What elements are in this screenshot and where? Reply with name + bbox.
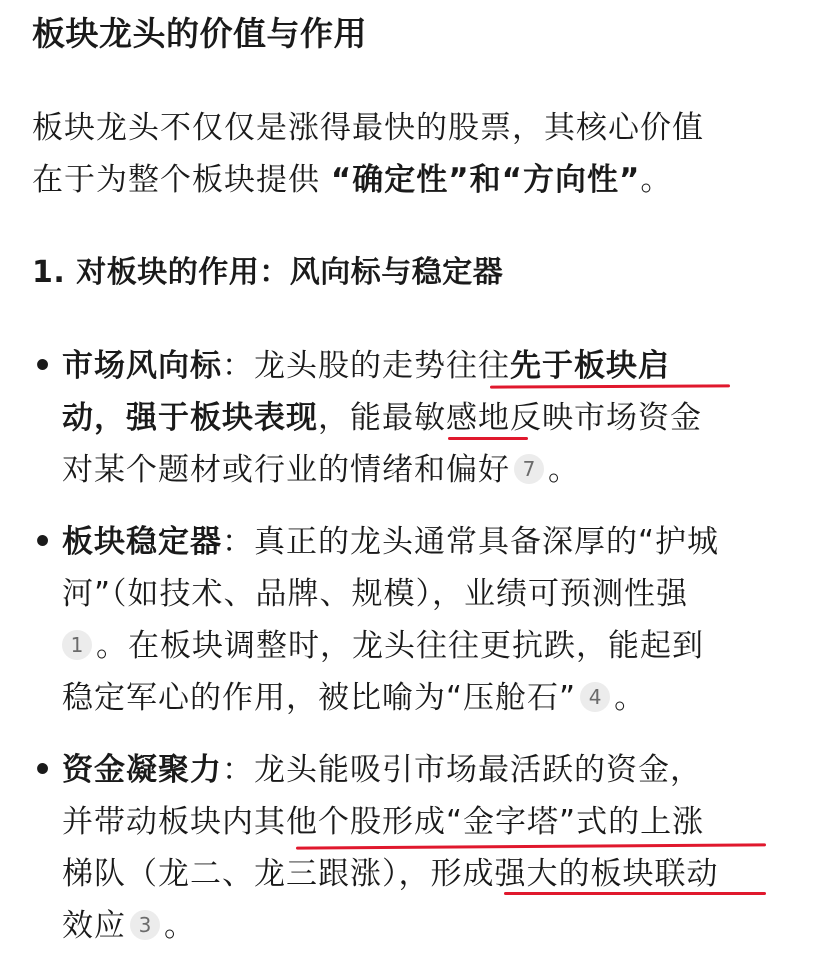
bullet-text-span: 。 <box>548 452 580 488</box>
bullet-text-span: ：龙头能吸引市场最活跃的资金， <box>222 752 702 788</box>
citation-badge[interactable]: 3 <box>130 910 160 940</box>
intro-end: 。 <box>640 162 673 198</box>
bullet-dot: • <box>32 348 54 384</box>
bullet-line <box>62 796 792 848</box>
bullet-term: 市场风向标 <box>62 348 222 384</box>
bullet-line <box>62 568 792 620</box>
bullet-line <box>62 516 792 568</box>
intro-bold-certainty: “确定性” <box>330 162 470 198</box>
bullet-line <box>62 392 792 444</box>
bullet-text-span: 对某个题材或行业的情绪和偏好 <box>62 452 510 488</box>
bullet-text <box>62 516 792 724</box>
bullet-text-span: 。 <box>614 680 647 716</box>
bullet-text-span: ：真正的龙头通常具备深厚的“护城 <box>222 524 720 560</box>
red-underline-4 <box>504 892 766 895</box>
bullet-text-span: ，能最敏感地反映市场资金 <box>318 400 702 436</box>
intro-and: 和 <box>469 162 502 198</box>
section-heading: 板块龙头的价值与作用 <box>32 14 367 53</box>
citation-badge[interactable]: 1 <box>62 630 92 660</box>
bullet-line <box>62 744 792 796</box>
bullet-text-span: 稳定军心的作用，被比喻为“压舱石” <box>62 680 577 716</box>
bullet-term: 板块稳定器 <box>62 524 222 560</box>
bullet-item-1 <box>32 340 792 496</box>
bullet-line <box>62 620 792 672</box>
bullet-dot: • <box>32 752 54 788</box>
bullet-emphasis: 先于板块启 <box>510 348 670 384</box>
bullet-text <box>62 340 792 496</box>
bullet-text-span: 梯队（龙二、龙三跟涨），形成强大的板块联动 <box>62 856 719 892</box>
intro-line-2 <box>32 154 792 206</box>
bullet-line <box>62 672 792 724</box>
citation-badge[interactable]: 7 <box>514 454 544 484</box>
intro-paragraph <box>32 102 792 206</box>
bullet-item-2 <box>32 516 792 724</box>
bullet-text-span: 效应 <box>62 908 126 944</box>
citation-badge[interactable]: 4 <box>580 682 610 712</box>
bullet-term: 资金凝聚力 <box>62 752 222 788</box>
bullet-emphasis: 动，强于板块表现 <box>62 400 318 436</box>
bullet-text-span: 并带动板块内其他个股形成“金字塔”式的上涨 <box>62 804 705 840</box>
bullet-text-span: 。在板块调整时，龙头往往更抗跌，能起到 <box>96 628 704 664</box>
bullet-line <box>62 444 792 496</box>
intro-bold-direction: “方向性” <box>501 162 641 198</box>
intro-text: 在于为整个板块提供 <box>32 162 331 198</box>
red-underline-2 <box>448 437 528 440</box>
bullet-line <box>62 900 792 952</box>
bullet-text-span: 河”（如技术、品牌、规模），业绩可预测性强 <box>62 576 689 612</box>
bullet-text-span: 。 <box>164 908 196 944</box>
bullet-dot: • <box>32 524 54 560</box>
intro-line-1: 板块龙头不仅仅是涨得最快的股票，其核心价值 <box>32 110 704 146</box>
subheading: 1. 对板块的作用：风向标与稳定器 <box>32 255 504 290</box>
bullet-text-span: ：龙头股的走势往往 <box>222 348 510 384</box>
